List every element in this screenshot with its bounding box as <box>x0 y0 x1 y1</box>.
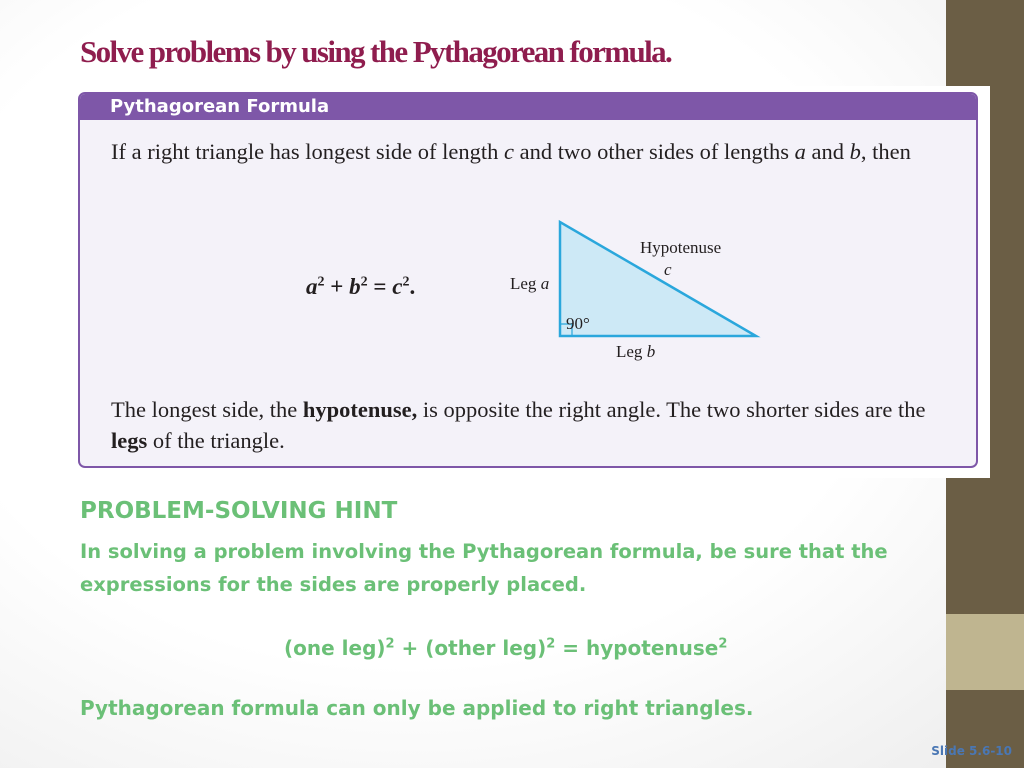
formula-box-header: Pythagorean Formula <box>80 94 976 120</box>
formula-intro-text: If a right triangle has longest side of length c and two other sides of lengths a and b, then <box>111 139 911 164</box>
hint-text: In solving a problem involving the Pythagorean formula, be sure that the expressions for the sides are properly placed. <box>80 540 888 596</box>
slide-number: Slide 5.6-10 <box>931 744 1012 758</box>
right-angle-label: 90° <box>566 314 590 333</box>
hint-note: Pythagorean formula can only be applied to right triangles. <box>80 696 754 720</box>
slide-title: Solve problems by using the Pythagorean formula. <box>80 34 672 69</box>
leg-a-label: Leg a <box>510 274 550 293</box>
formula-conclusion-text: The longest side, the hypotenuse, is opposite the right angle. The two shorter sides are the legs of the triangle. <box>111 397 926 453</box>
hint-equation: (one leg)$^2$ + (other leg)$^2$ = hypotenuse$^2$ <box>284 636 728 660</box>
hint-title: PROBLEM-SOLVING HINT <box>80 498 398 524</box>
pythagorean-formula-box <box>78 92 978 468</box>
leg-b-label: Leg b <box>616 342 656 361</box>
hypotenuse-label: Hypotenuse <box>640 238 722 257</box>
side-band-accent <box>946 614 1024 690</box>
formula-panel <box>68 86 990 478</box>
pythagorean-equation: $a^2 + b^2 = c^2$. <box>306 274 416 299</box>
hypotenuse-variable: c <box>664 260 672 279</box>
right-triangle-diagram <box>500 212 780 362</box>
